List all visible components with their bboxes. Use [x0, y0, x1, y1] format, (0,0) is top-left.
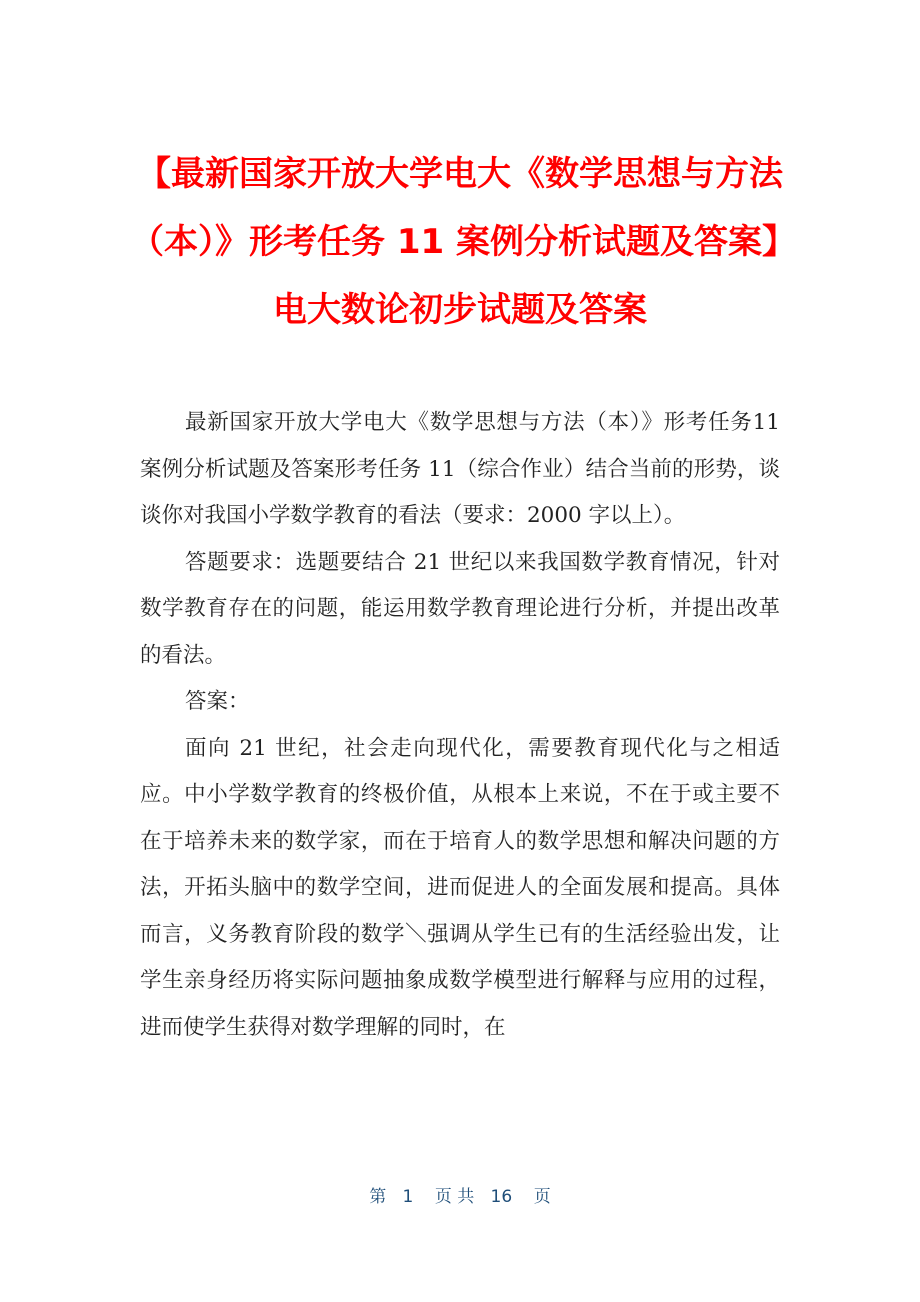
footer-prefix: 第: [369, 1187, 387, 1207]
paragraph-requirements: 答题要求：选题要结合 21 世纪以来我国数学教育情况，针对数学教育存在的问题，能运用数学教育理论进行分析，并提出改革的看法。: [140, 549, 780, 668]
footer-current-page: 1: [402, 1187, 414, 1207]
document-body: [140, 400, 780, 1051]
document-title: [130, 140, 796, 344]
title-line-3: 电大数论初步试题及答案: [273, 290, 647, 330]
paragraph-answer-label: 答案：: [185, 689, 250, 714]
paragraph-question: 最新国家开放大学电大《数学思想与方法（本）》形考任务11 案例分析试题及答案形考任务 11（综合作业）结合当前的形势，谈谈你对我国小学数学教育的看法（要求：2000 字以上）。: [140, 410, 780, 528]
footer-suffix: 页: [533, 1187, 551, 1207]
title-line-1: 【最新国家开放大学电大《数学思想与方法: [137, 154, 783, 194]
title-line-2: （本）》形考任务 11 案例分析试题及答案】: [130, 222, 796, 262]
footer-middle: 页 共: [434, 1187, 475, 1207]
footer-total-pages: 16: [490, 1187, 513, 1207]
paragraph-answer-text: 面向 21 世纪，社会走向现代化，需要教育现代化与之相适应。中小学数学教育的终极价值，从根本上来说，不在于或主要不在于培养未来的数学家，而在于培育人的数学思想和解决问题的方法，开拓头脑中的数学空间，进而促进人的全面发展和提高。具体而言，义务教育阶段的数学＼强调从学生已有的生活经验出发，让学生亲身经历将实际问题抽象成数学模型进行解释与应用的过程，进而使学生获得对数学理解的同时，在: [140, 735, 780, 1040]
page-footer: [0, 1182, 920, 1212]
